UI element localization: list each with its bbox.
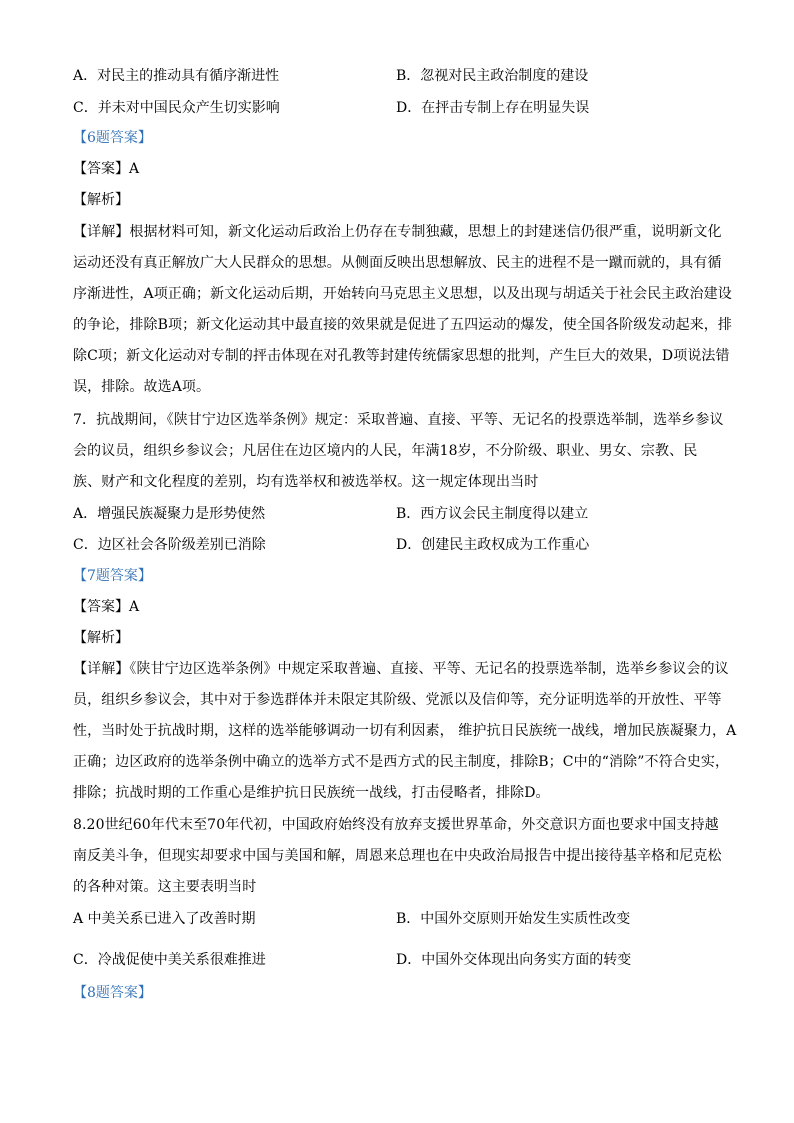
q8-option-a: A 中美关系已进入了改善时期 [73,911,256,927]
q6-detail-line: 的争论，排除B项；新文化运动其中最直接的效果就是促进了五四运动的爆发，使全国各阶级发动起来，排 [73,317,732,333]
q7-option-a: A．增强民族凝聚力是形势使然 [73,506,266,522]
q7-detail-line: 正确；边区政府的选举条例中确立的选举方式不是西方式的民主制度，排除B；C中的“消除”不符合史实， [73,754,730,770]
q7-option-d: D．创建民主政权成为工作重心 [396,537,590,553]
q6-analysis-label: 【解析】 [73,192,129,208]
q6-detail-line: 运动还没有真正解放广大人民群众的思想。从侧面反映出思想解放、民主的进程不是一蹴而就的，具有循 [73,255,722,271]
q6-detail-line: 序渐进性，A项正确；新文化运动后期，开始转向马克思主义思想，以及出现与胡适关于社会民主政治建设 [73,286,732,302]
q6-option-b: B．忽视对民主政治制度的建设 [396,68,589,84]
q8-stem-line: 南反美斗争，但现实却要求中国与美国和解，周恩来总理也在中央政治局报告中提出接待基辛格和尼克松 [73,848,722,864]
q6-answer: 【答案】A [73,161,140,177]
q7-stem-line: 族、财产和文化程度的差别，均有选举权和被选举权。这一规定体现出当时 [73,474,539,490]
q6-detail-line: 误，排除。故选A项。 [73,379,211,395]
q7-stem-line: 会的议员，组织乡参议会；凡居住在边区境内的人民，年满18岁，不分阶级、职业、男女、宗教、民 [73,443,698,459]
q7-analysis-label: 【解析】 [73,630,129,646]
q6-option-a: A．对民主的推动具有循序渐进性 [73,68,280,84]
q7-option-b: B．西方议会民主制度得以建立 [396,506,589,522]
q6-answer-header: 【6题答案】 [73,130,152,146]
q8-option-d: D．中国外交体现出向务实方面的转变 [396,952,632,968]
q7-stem-line: 7．抗战期间，《陕甘宁边区选举条例》规定：采取普遍、直接、平等、无记名的投票选举制，选举乡参议 [73,412,724,428]
q7-answer-header: 【7题答案】 [73,568,152,584]
q8-option-c: C．冷战促使中美关系很难推进 [73,952,266,968]
q7-detail-line: 排除；抗战时期的工作重心是维护抗日民族统一战线，打击侵略者，排除D。 [73,785,550,801]
q6-detail-line: 除C项；新文化运动对专制的抨击体现在对孔教等封建传统儒家思想的批判，产生巨大的效果，D项说法错 [73,348,730,364]
q8-answer-header: 【8题答案】 [73,985,152,1001]
q6-option-d: D．在抨击专制上存在明显失误 [396,100,590,116]
q7-detail-line: 【详解】《陕甘宁边区选举条例》中规定采取普遍、直接、平等、无记名的投票选举制，选举乡参议会的议 [73,661,729,677]
q7-detail-line: 员，组织乡参议会，其中对于参选群体并未限定其阶级、党派以及信仰等，充分证明选举的开放性、平等 [73,692,722,708]
q7-detail-line: 性，当时处于抗战时期，这样的选举能够调动一切有利因素， 维护抗日民族统一战线，增加民族凝聚力，A [73,723,737,739]
q6-option-c: C．并未对中国民众产生切实影响 [73,100,280,116]
q7-answer: 【答案】A [73,599,140,615]
q8-option-b: B．中国外交原则开始发生实质性改变 [396,911,631,927]
q6-detail-line: 【详解】根据材料可知，新文化运动后政治上仍存在专制独藏，思想上的封建迷信仍很严重，说明新文化 [73,224,722,240]
q8-stem-line: 的各种对策。这主要表明当时 [73,879,257,895]
q7-option-c: C．边区社会各阶级差别已消除 [73,537,266,553]
q8-stem-line: 8.20世纪60年代末至70年代初，中国政府始终没有放弃支援世界革命，外交意识方面也要求中国支持越 [73,817,719,833]
